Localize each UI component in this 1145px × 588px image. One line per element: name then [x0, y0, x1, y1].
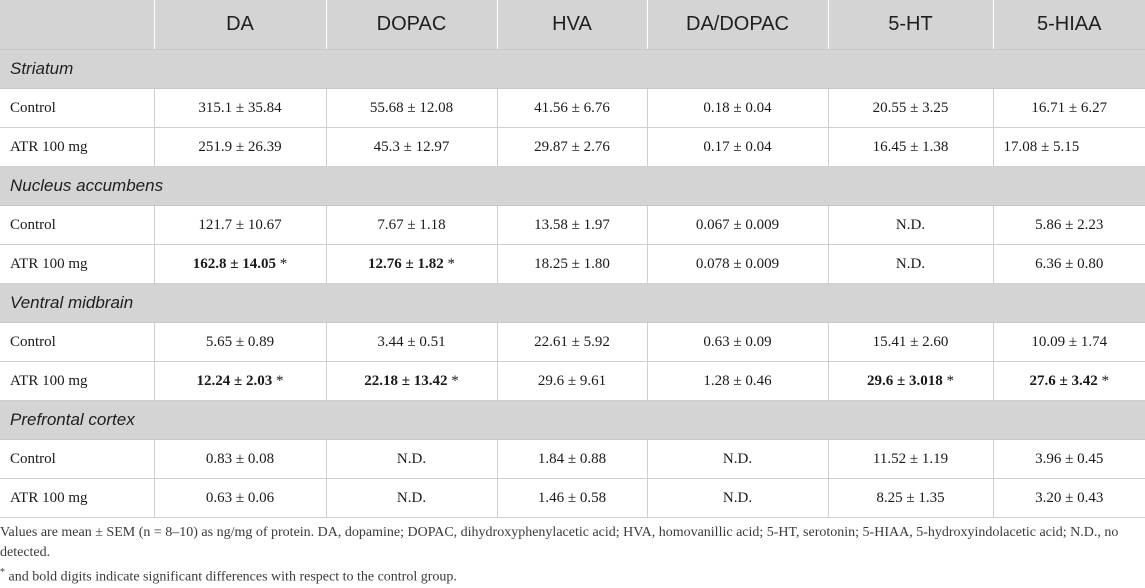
footnote-main: Values are mean ± SEM (n = 8–10) as ng/mg of protein. DA, dopamine; DOPAC, dihydroxyphenylacetic acid; HVA, homovanillic acid; 5-HT, serotonin; 5-HIAA, 5-hydroxyindolacetic acid; N.D., no detected.: [0, 525, 1119, 560]
cell-value: N.D.: [396, 450, 427, 467]
table-cell: [497, 323, 647, 362]
table-cell: [828, 206, 993, 245]
cell-value: 3.96 ± 0.45: [1035, 450, 1104, 467]
significance-mark: *: [272, 372, 284, 389]
cell-value: 16.71 ± 6.27: [1031, 99, 1108, 116]
cell-value: 45.3 ± 12.97: [373, 138, 450, 155]
cell-value: 41.56 ± 6.76: [534, 99, 610, 116]
table-cell: [647, 245, 828, 284]
table-cell: [993, 128, 1145, 167]
table-body: [0, 50, 1145, 518]
significance-mark: *: [447, 372, 459, 389]
table-cell: [828, 245, 993, 284]
footnote-significance: [0, 563, 1140, 588]
significance-mark: *: [942, 372, 954, 389]
table-cell: [993, 362, 1145, 401]
header-row: [0, 0, 1145, 50]
cell-value: 5.86 ± 2.23: [1035, 216, 1104, 233]
table-cell: [647, 89, 828, 128]
section-row: [0, 401, 1145, 440]
footnote-asterisk: *: [0, 567, 5, 578]
cell-value: 10.09 ± 1.74: [1031, 333, 1108, 350]
table-cell: [497, 479, 647, 518]
cell-value: N.D.: [396, 489, 427, 506]
table-cell: [828, 128, 993, 167]
cell-value: N.D.: [722, 489, 753, 506]
table-row: [0, 479, 1145, 518]
column-header-da: DA: [154, 0, 326, 50]
table-cell: [993, 89, 1145, 128]
cell-value: 0.63 ± 0.06: [205, 489, 275, 506]
table-cell: [993, 206, 1145, 245]
table-cell: [326, 206, 497, 245]
row-label: ATR 100 mg: [0, 245, 154, 284]
table-cell: [154, 128, 326, 167]
cell-value: 20.55 ± 3.25: [872, 99, 949, 116]
table-cell: [647, 440, 828, 479]
cell-value: 22.61 ± 5.92: [534, 333, 610, 350]
table-cell: [326, 479, 497, 518]
cell-value: 17.08 ± 5.15: [1003, 138, 1080, 155]
cell-value: 3.44 ± 0.51: [377, 333, 446, 350]
column-header-5-ht: 5-HT: [828, 0, 993, 50]
column-header-5-hiaa: 5-HIAA: [993, 0, 1145, 50]
table-cell: [154, 479, 326, 518]
table-cell: [154, 440, 326, 479]
table-cell: [647, 362, 828, 401]
cell-value: 12.24 ± 2.03: [196, 372, 273, 389]
table-cell: [154, 323, 326, 362]
column-header-hva: HVA: [497, 0, 647, 50]
table-cell: [326, 440, 497, 479]
row-label: ATR 100 mg: [0, 128, 154, 167]
cell-value: 3.20 ± 0.43: [1035, 489, 1104, 506]
cell-value: N.D.: [722, 450, 753, 467]
table-row: [0, 440, 1145, 479]
section-title: Prefrontal cortex: [0, 401, 1145, 440]
section-row: [0, 167, 1145, 206]
cell-value: 162.8 ± 14.05: [192, 255, 276, 272]
table-cell: [647, 206, 828, 245]
table-cell: [497, 128, 647, 167]
row-label: Control: [0, 206, 154, 245]
table-cell: [647, 479, 828, 518]
row-label: Control: [0, 440, 154, 479]
table-cell: [154, 245, 326, 284]
cell-value: 29.6 ± 9.61: [537, 372, 607, 389]
cell-value: 315.1 ± 35.84: [198, 99, 282, 116]
table-cell: [326, 128, 497, 167]
cell-value: 1.46 ± 0.58: [537, 489, 607, 506]
table-cell: [828, 323, 993, 362]
cell-value: 18.25 ± 1.80: [534, 255, 610, 272]
table-cell: [828, 89, 993, 128]
cell-value: N.D.: [895, 216, 926, 233]
column-header-dopac: DOPAC: [326, 0, 497, 50]
table-cell: [647, 128, 828, 167]
table-cell: [154, 206, 326, 245]
table-row: [0, 128, 1145, 167]
row-label: Control: [0, 323, 154, 362]
table-cell: [497, 245, 647, 284]
table-cell: [326, 245, 497, 284]
cell-value: N.D.: [895, 255, 926, 272]
table-cell: [326, 362, 497, 401]
cell-value: 11.52 ± 1.19: [872, 450, 949, 467]
table-cell: [326, 89, 497, 128]
cell-value: 7.67 ± 1.18: [377, 216, 446, 233]
table-cell: [828, 440, 993, 479]
table-cell: [993, 479, 1145, 518]
significance-mark: *: [443, 255, 455, 272]
cell-value: 0.63 ± 0.09: [703, 333, 772, 350]
section-row: [0, 284, 1145, 323]
table-cell: [154, 89, 326, 128]
cell-value: 29.87 ± 2.76: [534, 138, 610, 155]
row-label: ATR 100 mg: [0, 479, 154, 518]
cell-value: 15.41 ± 2.60: [872, 333, 949, 350]
cell-value: 121.7 ± 10.67: [198, 216, 282, 233]
column-header-blank: [0, 0, 154, 50]
table-cell: [993, 245, 1145, 284]
section-title: Ventral midbrain: [0, 284, 1145, 323]
table-footnotes: [0, 523, 1140, 588]
table-row: [0, 89, 1145, 128]
significance-mark: *: [1097, 372, 1109, 389]
cell-value: 251.9 ± 26.39: [198, 138, 282, 155]
cell-value: 0.83 ± 0.08: [205, 450, 275, 467]
table-cell: [497, 206, 647, 245]
section-title: Striatum: [0, 50, 1145, 89]
cell-value: 0.18 ± 0.04: [703, 99, 772, 116]
cell-value: 8.25 ± 1.35: [876, 489, 945, 506]
row-label: ATR 100 mg: [0, 362, 154, 401]
cell-value: 13.58 ± 1.97: [534, 216, 610, 233]
cell-value: 22.18 ± 13.42: [364, 372, 448, 389]
section-row: [0, 50, 1145, 89]
table-row: [0, 323, 1145, 362]
cell-value: 16.45 ± 1.38: [872, 138, 949, 155]
cell-value: 5.65 ± 0.89: [205, 333, 275, 350]
table-cell: [497, 362, 647, 401]
cell-value: 0.17 ± 0.04: [703, 138, 772, 155]
table-row: [0, 245, 1145, 284]
table-cell: [154, 362, 326, 401]
table-row: [0, 362, 1145, 401]
table-cell: [647, 323, 828, 362]
footnote-significance-text: and bold digits indicate significant differences with respect to the control group.: [5, 569, 457, 585]
table-cell: [993, 440, 1145, 479]
table-cell: [828, 362, 993, 401]
table-cell: [326, 323, 497, 362]
cell-value: 29.6 ± 3.018: [867, 372, 943, 389]
column-header-da-dopac: DA/DOPAC: [647, 0, 828, 50]
cell-value: 55.68 ± 12.08: [369, 99, 454, 116]
table-cell: [993, 323, 1145, 362]
cell-value: 27.6 ± 3.42: [1029, 372, 1098, 389]
table-cell: [497, 440, 647, 479]
cell-value: 0.078 ± 0.009: [695, 255, 780, 272]
cell-value: 1.84 ± 0.88: [537, 450, 607, 467]
cell-value: 12.76 ± 1.82: [368, 255, 444, 272]
cell-value: 1.28 ± 0.46: [703, 372, 772, 389]
significance-mark: *: [275, 255, 288, 272]
row-label: Control: [0, 89, 154, 128]
section-title: Nucleus accumbens: [0, 167, 1145, 206]
table-row: [0, 206, 1145, 245]
cell-value: 6.36 ± 0.80: [1035, 255, 1104, 272]
table-cell: [828, 479, 993, 518]
cell-value: 0.067 ± 0.009: [695, 216, 780, 233]
table-cell: [497, 89, 647, 128]
